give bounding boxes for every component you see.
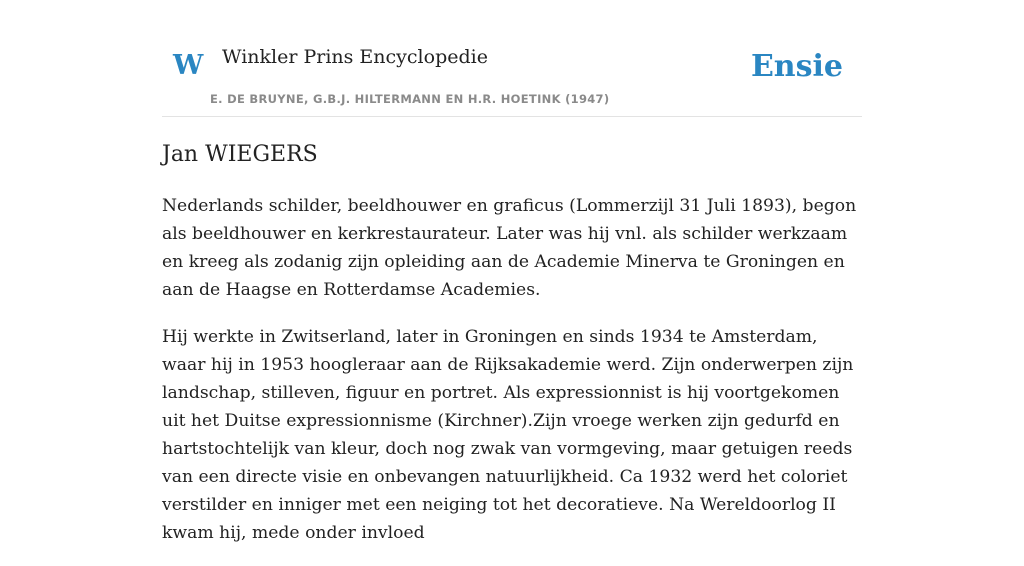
article-title: Jan WIEGERS: [162, 142, 318, 167]
site-subtitle: E. DE BRUYNE, G.B.J. HILTERMANN EN H.R. HOETINK (1947): [210, 92, 610, 106]
article-paragraph-2: Hij werkte in Zwitserland, later in Groningen en sinds 1934 te Amsterdam, waar hij in 1953 hoogleraar aan de Rijksakademie werd. Zijn onderwerpen zijn landschap, stilleven, figuur en portret. Als expressionnist is hij voortgekomen uit het Duitse expressionnisme (Kirchner).Zijn vroege werken zijn gedurfd en hartstochtelijk van kleur, doch nog zwak van vormgeving, maar getuigen reeds van een directe visie en onbevangen natuurlijkheid. Ca 1932 werd het coloriet verstilder en inniger met een neiging tot het decoratieve. Na Wereldoorlog II kwam hij, mede onder invloed: [162, 327, 854, 543]
site-title[interactable]: Winkler Prins Encyclopedie: [222, 46, 488, 68]
site-logo-icon[interactable]: W: [173, 50, 204, 81]
site-header: [162, 0, 862, 117]
brand-logo[interactable]: Ensie: [750, 49, 843, 84]
article-paragraph-1: Nederlands schilder, beeldhouwer en graficus (Lommerzijl 31 Juli 1893), begon als beeldhouwer en kerkrestaurateur. Later was hij vnl. als schilder werkzaam en kreeg als zodanig zijn opleiding aan de Academie Minerva te Groningen en aan de Haagse en Rotterdamse Academies.: [162, 196, 857, 300]
article-content: [162, 140, 862, 566]
